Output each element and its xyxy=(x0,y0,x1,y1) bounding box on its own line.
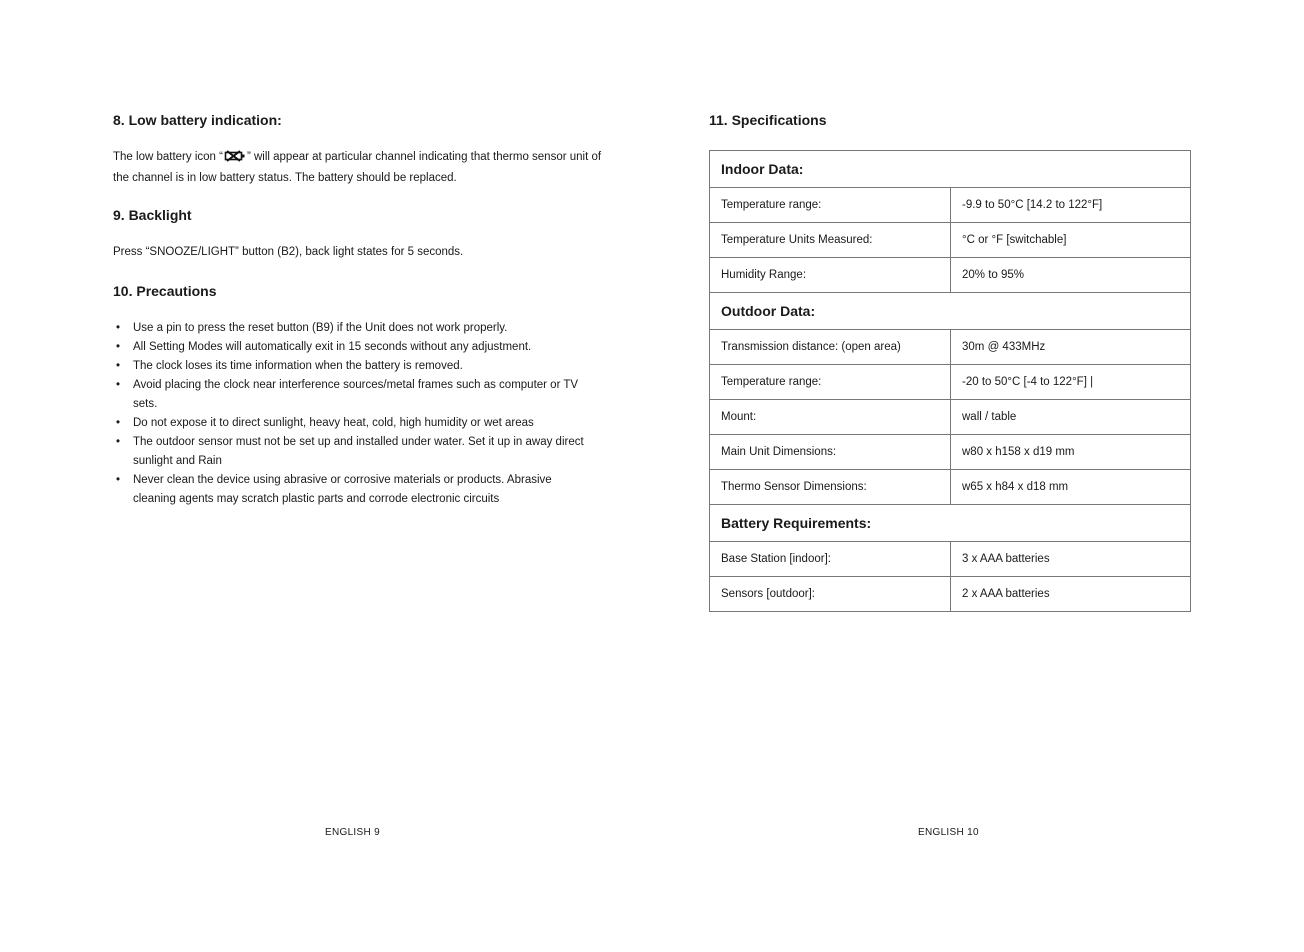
table-row xyxy=(710,258,1191,293)
section-11-title: 11. Specifications xyxy=(709,112,827,128)
spec-label: Mount: xyxy=(710,400,951,435)
spec-value: wall / table xyxy=(951,400,1191,435)
table-row xyxy=(710,577,1191,612)
section-8-title: 8. Low battery indication: xyxy=(113,112,282,128)
list-item: • The outdoor sensor must not be set up and installed under water. Set it up in away direct sunlight and Rain xyxy=(116,436,584,467)
table-row xyxy=(710,188,1191,223)
spec-label: Thermo Sensor Dimensions: xyxy=(710,470,951,505)
table-row xyxy=(710,330,1191,365)
spec-value: 3 x AAA batteries xyxy=(951,542,1191,577)
spec-value: w80 x h158 x d19 mm xyxy=(951,435,1191,470)
precautions-list xyxy=(113,319,593,509)
spec-value: °C or °F [switchable] xyxy=(951,223,1191,258)
indoor-data-header: Indoor Data: xyxy=(710,151,1191,188)
section-8-text: The low battery icon “ ” will appear at particular channel indicating that thermo sensor unit of the channel is in low battery status. The battery should be replaced. xyxy=(113,151,602,184)
spec-value: w65 x h84 x d18 mm xyxy=(951,470,1191,505)
spec-label: Temperature range: xyxy=(710,365,951,400)
spec-value: 30m @ 433MHz xyxy=(951,330,1191,365)
spec-label: Transmission distance: (open area) xyxy=(710,330,951,365)
table-section-header xyxy=(710,505,1191,542)
list-item: • All Setting Modes will automatically exit in 15 seconds without any adjustment. xyxy=(116,341,532,353)
spec-value: -9.9 to 50°C [14.2 to 122°F] xyxy=(951,188,1191,223)
list-item: • Use a pin to press the reset button (B9) if the Unit does not work properly. xyxy=(116,322,508,334)
spec-label: Humidity Range: xyxy=(710,258,951,293)
spec-label: Main Unit Dimensions: xyxy=(710,435,951,470)
section-10-title: 10. Precautions xyxy=(113,283,217,299)
table-section-header xyxy=(710,293,1191,330)
page-footer-right: ENGLISH 10 xyxy=(918,827,979,838)
table-row xyxy=(710,365,1191,400)
spec-label: Sensors [outdoor]: xyxy=(710,577,951,612)
table-section-header xyxy=(710,151,1191,188)
section-9-text: Press “SNOOZE/LIGHT” button (B2), back light states for 5 seconds. xyxy=(113,246,464,258)
list-item: • The clock loses its time information when the battery is removed. xyxy=(116,360,463,372)
spec-label: Temperature range: xyxy=(710,188,951,223)
spec-value: 20% to 95% xyxy=(951,258,1191,293)
table-row xyxy=(710,542,1191,577)
battery-requirements-header: Battery Requirements: xyxy=(710,505,1191,542)
specifications-table xyxy=(709,150,1191,612)
spec-value: -20 to 50°C [-4 to 122°F] | xyxy=(951,365,1191,400)
table-row xyxy=(710,435,1191,470)
list-item: • Never clean the device using abrasive or corrosive materials or products. Abrasive cleaning agents may scratch plastic parts and corrode electronic circuits xyxy=(116,474,552,505)
section-9-title: 9. Backlight xyxy=(113,207,192,223)
spec-label: Base Station [indoor]: xyxy=(710,542,951,577)
spec-value: 2 x AAA batteries xyxy=(951,577,1191,612)
list-item: • Do not expose it to direct sunlight, heavy heat, cold, high humidity or wet areas xyxy=(116,417,534,429)
outdoor-data-header: Outdoor Data: xyxy=(710,293,1191,330)
spec-label: Temperature Units Measured: xyxy=(710,223,951,258)
table-row xyxy=(710,400,1191,435)
right-page xyxy=(652,0,1304,952)
list-item: • Avoid placing the clock near interference sources/metal frames such as computer or TV sets. xyxy=(116,379,579,410)
table-row xyxy=(710,223,1191,258)
page-footer-left: ENGLISH 9 xyxy=(325,827,380,838)
table-row xyxy=(710,470,1191,505)
low-battery-icon xyxy=(224,150,246,169)
